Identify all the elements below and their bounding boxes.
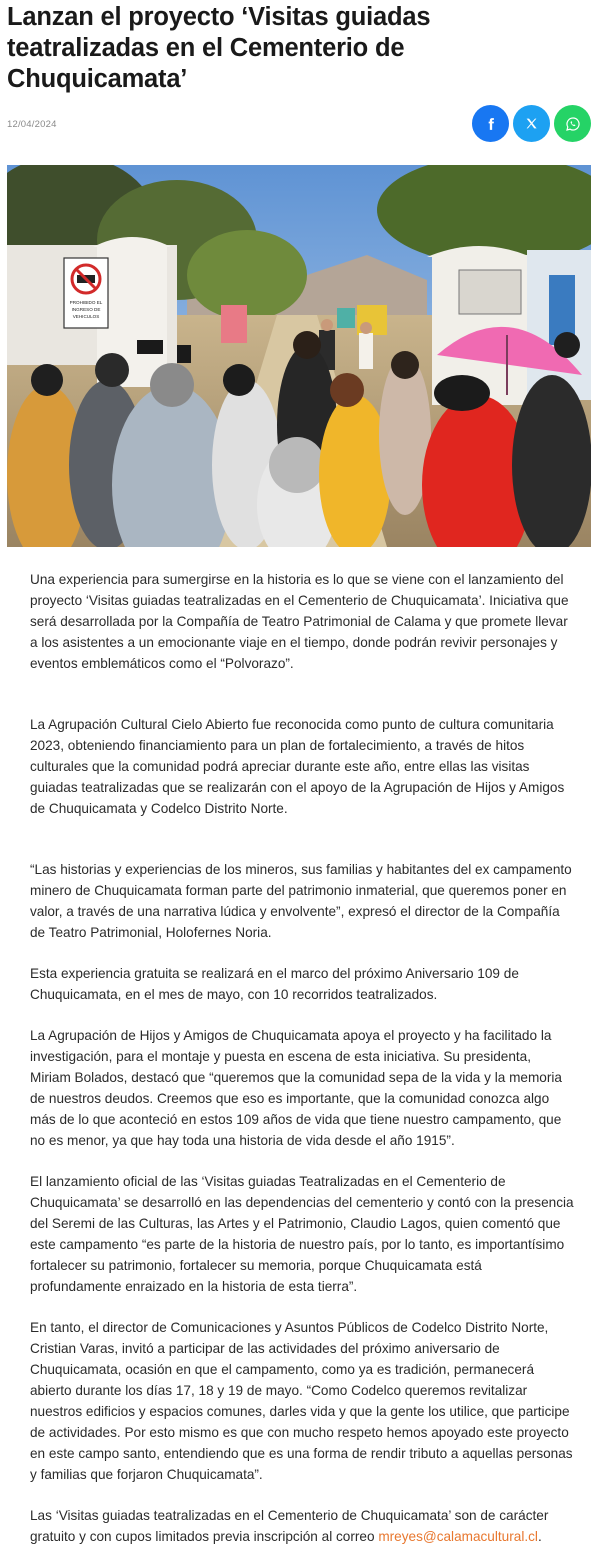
publish-date: 12/04/2024 — [7, 119, 57, 130]
closing-period: . — [537, 1529, 542, 1544]
svg-text:INGRESO DE: INGRESO DE — [71, 307, 101, 312]
x-icon — [525, 117, 538, 130]
article-paragraph: Una experiencia para sumergirse en la historia es lo que se viene con el lanzamiento del proyecto ‘Visitas guiadas teatralizadas en el Cementerio de Chuquicamata’. Iniciativa que será desarrollada por la Compañía de Teatro Patrimonial de Calama y que promete llevar a los asistentes a un emocionante viaje en el tiempo, donde podrán revivir personajes y eventos emblemáticos como el “Polvorazo”. — [30, 572, 569, 671]
article-paragraph: “Las historias y experiencias de los mineros, sus familias y habitantes del ex campamento minero de Chuquicamata forman parte del patrimonio inmaterial, que queremos poner en valor, a través de una narrativa lúdica y envolvente”, expresó el director de la Compañía de Teatro Patrimonial, Holofernes Noria. — [30, 862, 572, 940]
share-x-button[interactable] — [513, 105, 550, 142]
article-paragraph: La Agrupación Cultural Cielo Abierto fue reconocida como punto de cultura comunitaria 2023, obteniendo financiamiento para un plan de fortalecimiento, a través de hitos culturales que la comunidad podrá apreciar durante este año, entre ellas las visitas guiadas teatralizadas que se realizarán con el apoyo de la Agrupación de Hijos y Amigos de Chuquicamata y Codelco Distrito Norte. — [30, 717, 565, 816]
facebook-icon — [484, 117, 498, 131]
article-paragraph: La Agrupación de Hijos y Amigos de Chuquicamata apoya el proyecto y ha facilitado la investigación, para el montaje y puesta en escena de esta iniciativa. Su presidenta, Miriam Bolados, destacó que “queremos que la comunidad sepa de la vida y la memoria de nuestros deudos. Creemos que eso es importante, que la comunidad conozca algo más de lo que aconteció en estos 109 años de vida que tiene nuestro campamento, que no es menor, ya que hay toda una historia de vida desde el año 1915”. — [30, 1028, 562, 1148]
contact-email-link[interactable]: mreyes@calamacultural.cl — [378, 1529, 538, 1544]
closing-text: Las ‘Visitas guiadas teatralizadas en el Cementerio de Chuquicamata’ son de carácter gratuito y con cupos limitados previa inscripción al correo — [30, 1508, 549, 1544]
cemetery-crowd-scene — [7, 165, 591, 547]
share-whatsapp-button[interactable] — [554, 105, 591, 142]
article-paragraph: El lanzamiento oficial de las ‘Visitas guiadas Teatralizadas en el Cementerio de Chuquicamata’ se desarrolló en las dependencias del cementerio y contó con la presencia del Seremi de las Culturas, las Artes y el Patrimonio, Claudio Lagos, quien comentó que este campamento “es parte de la historia de nuestro país, por lo tanto, es importantísimo fortalecer su patrimonio, fortalecer su memoria, porque Chuquicamata está profundamente enraizado en la historia de esta tierra”. — [30, 1174, 574, 1294]
article-body — [30, 569, 575, 1547]
share-facebook-button[interactable] — [472, 105, 509, 142]
article-title: Lanzan el proyecto ‘Visitas guiadas teatralizadas en el Cementerio de Chuquicamata’ — [7, 3, 431, 93]
article-paragraph: En tanto, el director de Comunicaciones y Asuntos Públicos de Codelco Distrito Norte, Cristian Varas, invitó a participar de las actividades del próximo aniversario de Chuquicamata, ocasión en que el campamento, como ya es tradición, permanecerá abierto durante los días 17, 18 y 19 de mayo. “Como Codelco queremos revitalizar nuestros edificios y espacios comunes, darles vida y que la gente los utilice, que participe de actividades. Por esto mismo es que con mucho respeto hemos apoyado este proyecto en este campo santo, entendiendo que es una forma de rendir tributo a aquellas personas y familias que forjaron Chuquicamata”. — [30, 1320, 573, 1482]
svg-text:VEHICULOS: VEHICULOS — [72, 314, 100, 319]
article-paragraph: Esta experiencia gratuita se realizará en el marco del próximo Aniversario 109 de Chuquicamata, en el mes de mayo, con 10 recorridos teatralizados. — [30, 966, 519, 1002]
closing-paragraph — [30, 1505, 575, 1547]
hero-photo — [7, 165, 591, 547]
whatsapp-icon — [565, 116, 581, 132]
svg-text:PROHIBIDO EL: PROHIBIDO EL — [69, 300, 103, 305]
